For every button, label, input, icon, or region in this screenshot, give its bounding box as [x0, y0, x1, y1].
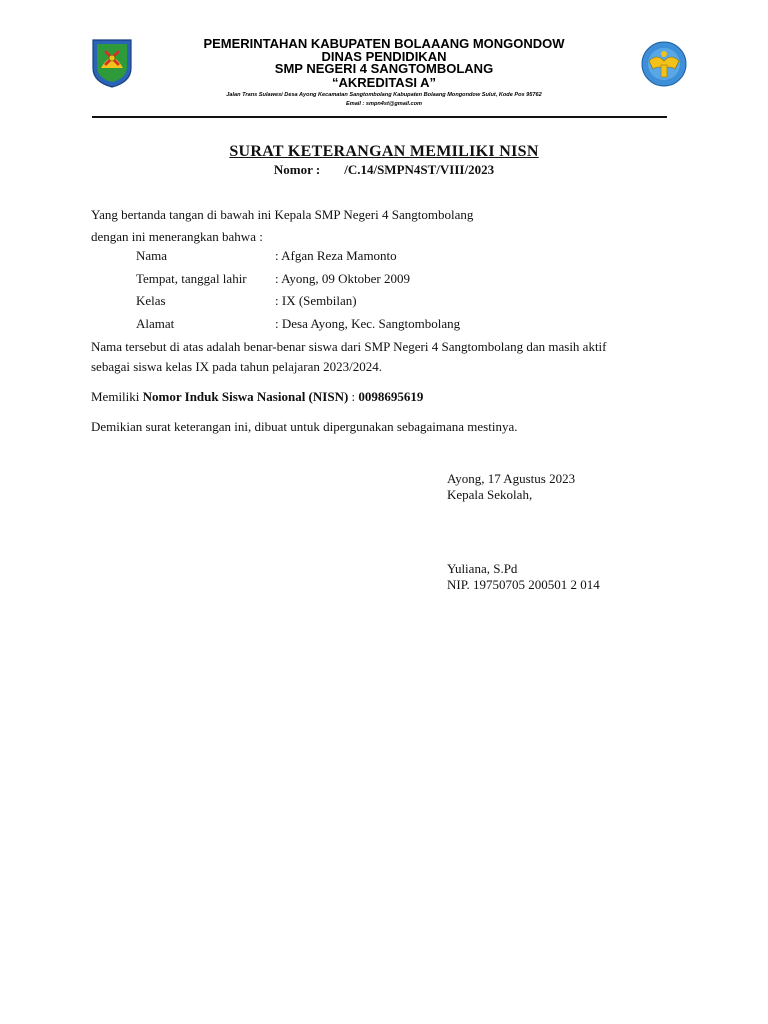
letterhead-email: Email : smpn4st@gmail.com	[345, 100, 423, 107]
regency-crest-icon	[91, 38, 133, 88]
closing-statement: Demikian surat keterangan ini, dibuat untuk dipergunakan sebagaimana mestinya.	[91, 419, 518, 434]
field-label-name: Nama	[136, 248, 168, 263]
document-number	[0, 162, 768, 178]
signature-position: Kepala Sekolah,	[447, 487, 533, 502]
signature-nip: NIP. 19750705 200501 2 014	[447, 577, 600, 592]
letterhead-office: DINAS PENDIDIKAN	[321, 48, 447, 64]
field-value-class: : IX (Sembilan)	[275, 293, 357, 308]
document-number-label: Nomor :	[273, 162, 321, 177]
tut-wuri-handayani-icon	[641, 39, 687, 89]
statement-line-1: Nama tersebut di atas adalah benar-benar siswa dari SMP Negeri 4 Sangtombolang dan masih aktif	[91, 339, 607, 354]
letterhead-accreditation: “AKREDITASI A”	[332, 74, 436, 90]
nisn-line	[91, 389, 423, 405]
letterhead	[150, 38, 618, 108]
statement-line-2: sebagai siswa kelas IX pada tahun pelajaran 2023/2024.	[91, 359, 382, 374]
letterhead-address: Jalan Trans Sulawesi Desa Ayong Kecamatan Sangtombolang Kabupaten Bolaang Mongondow Sulut, Kode Pos 95762	[226, 91, 542, 98]
letterhead-divider	[92, 116, 667, 118]
field-value-address: : Desa Ayong, Kec. Sangtombolang	[275, 316, 461, 331]
intro-line-2: dengan ini menerangkan bahwa :	[91, 229, 263, 244]
nisn-prefix: Memiliki	[91, 389, 140, 404]
field-label-class: Kelas	[136, 293, 166, 308]
field-label-birth: Tempat, tanggal lahir	[136, 271, 247, 286]
document-number-value: /C.14/SMPN4ST/VIII/2023	[344, 162, 495, 177]
intro-line-1: Yang bertanda tangan di bawah ini Kepala SMP Negeri 4 Sangtombolang	[91, 207, 474, 222]
nisn-label: Nomor Induk Siswa Nasional (NISN)	[142, 389, 349, 404]
letterhead-government: PEMERINTAHAN KABUPATEN BOLAAANG MONGONDOW	[203, 36, 565, 51]
field-value-birth: : Ayong, 09 Oktober 2009	[275, 271, 410, 286]
signature-place-date: Ayong, 17 Agustus 2023	[447, 471, 576, 486]
nisn-separator: :	[351, 389, 356, 404]
nisn-value: 0098695619	[358, 389, 424, 404]
signature-name: Yuliana, S.Pd	[447, 561, 518, 576]
field-value-name: : Afgan Reza Mamonto	[275, 248, 397, 263]
field-label-address: Alamat	[136, 316, 175, 331]
letterhead-school: SMP NEGERI 4 SANGTOMBOLANG	[274, 61, 494, 76]
document-title: SURAT KETERANGAN MEMILIKI NISN	[229, 143, 539, 160]
